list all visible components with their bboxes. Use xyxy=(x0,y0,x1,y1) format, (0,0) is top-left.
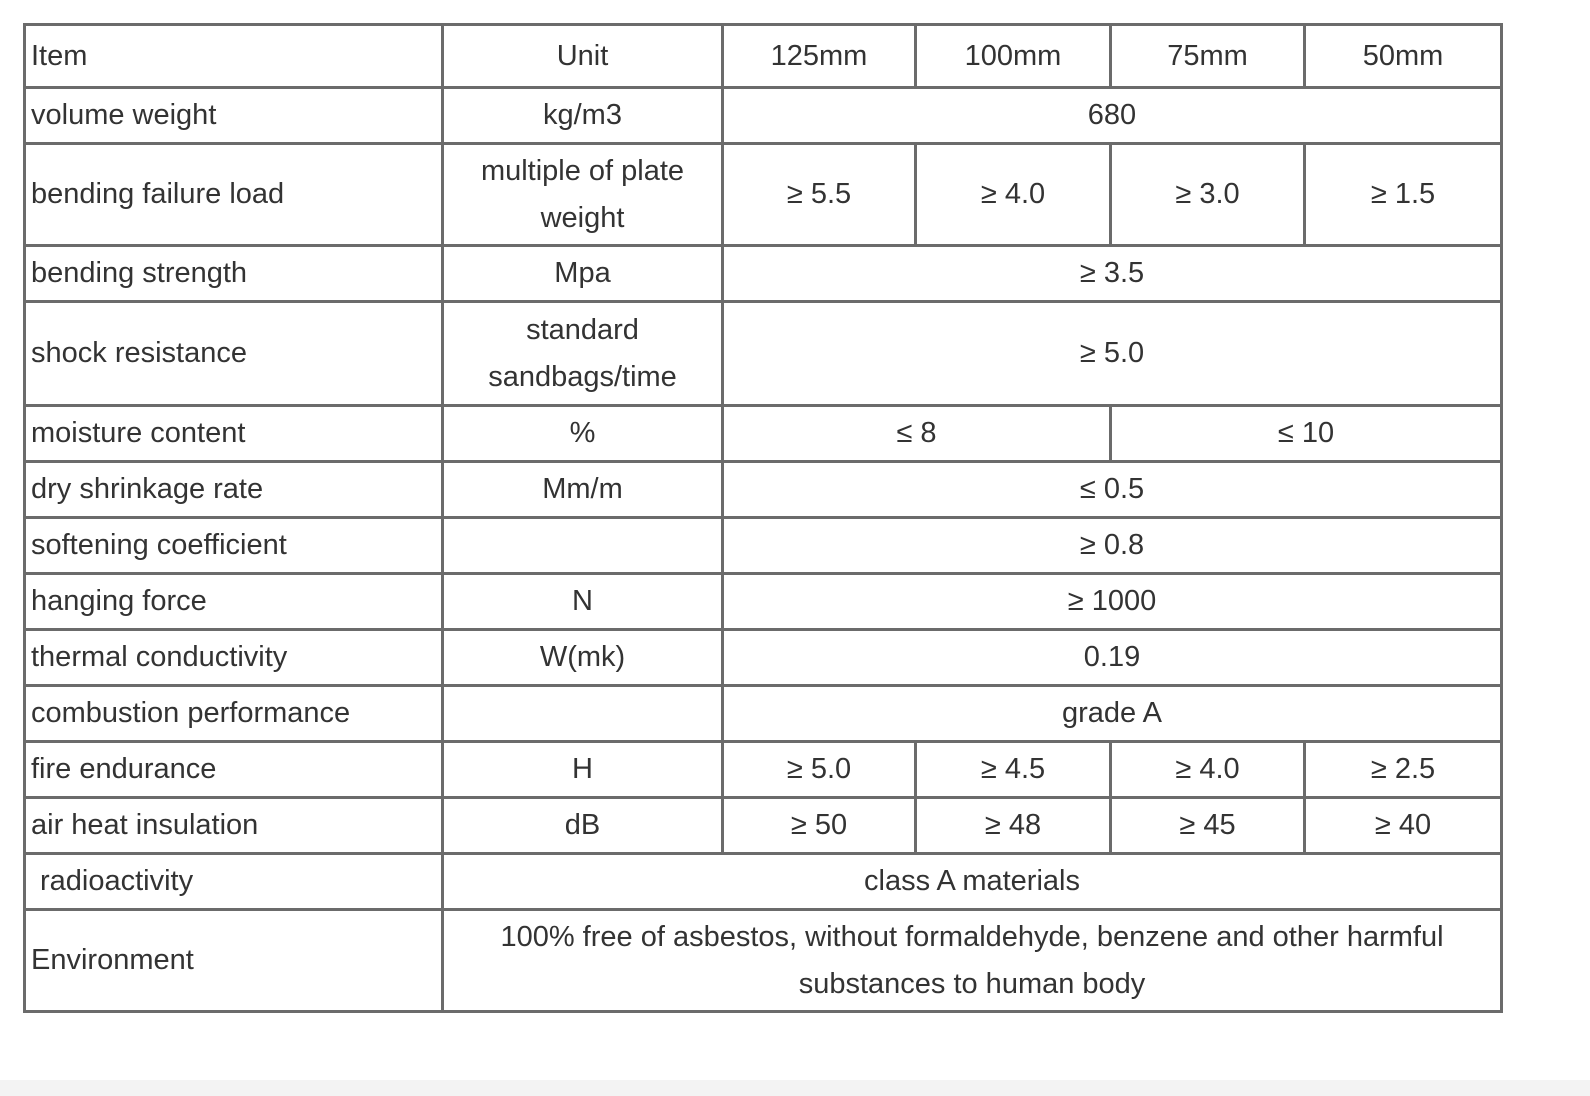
table-row xyxy=(25,798,1502,854)
table-row xyxy=(25,462,1502,518)
row-item: air heat insulation xyxy=(25,798,443,854)
row-unit: % xyxy=(443,406,723,462)
row-unit: N xyxy=(443,574,723,630)
table-row xyxy=(25,88,1502,144)
table-row xyxy=(25,630,1502,686)
row-unit: multiple of plate weight xyxy=(443,144,723,246)
row-value: class A materials xyxy=(443,854,1502,910)
row-value: ≥ 2.5 xyxy=(1305,742,1502,798)
row-unit: W(mk) xyxy=(443,630,723,686)
row-value: ≥ 50 xyxy=(723,798,916,854)
row-value: ≥ 3.0 xyxy=(1111,144,1305,246)
row-item: combustion performance xyxy=(25,686,443,742)
row-value: ≥ 5.0 xyxy=(723,742,916,798)
row-item: bending strength xyxy=(25,246,443,302)
row-item: hanging force xyxy=(25,574,443,630)
table-row xyxy=(25,144,1502,246)
row-value: ≥ 5.5 xyxy=(723,144,916,246)
row-value: ≤ 8 xyxy=(723,406,1111,462)
row-value: ≥ 40 xyxy=(1305,798,1502,854)
row-unit xyxy=(443,686,723,742)
row-unit: Mm/m xyxy=(443,462,723,518)
row-value: ≥ 45 xyxy=(1111,798,1305,854)
row-unit: dB xyxy=(443,798,723,854)
table-row xyxy=(25,406,1502,462)
table-row xyxy=(25,742,1502,798)
row-value: ≥ 4.0 xyxy=(916,144,1111,246)
row-value: ≥ 1.5 xyxy=(1305,144,1502,246)
table-row xyxy=(25,302,1502,406)
row-item: shock resistance xyxy=(25,302,443,406)
row-value: 100% free of asbestos, without formaldehyde, benzene and other harmful substances to human body xyxy=(443,910,1502,1012)
row-value: ≥ 48 xyxy=(916,798,1111,854)
row-item: bending failure load xyxy=(25,144,443,246)
row-value: ≥ 4.5 xyxy=(916,742,1111,798)
table-row xyxy=(25,246,1502,302)
header-size-50: 50mm xyxy=(1305,25,1502,88)
row-value: ≥ 3.5 xyxy=(723,246,1502,302)
row-item: Environment xyxy=(25,910,443,1012)
row-value: grade A xyxy=(723,686,1502,742)
row-value: ≤ 0.5 xyxy=(723,462,1502,518)
row-unit: kg/m3 xyxy=(443,88,723,144)
row-item: radioactivity xyxy=(25,854,443,910)
row-item: fire endurance xyxy=(25,742,443,798)
row-unit: standard sandbags/time xyxy=(443,302,723,406)
header-size-125: 125mm xyxy=(723,25,916,88)
row-unit xyxy=(443,518,723,574)
header-size-75: 75mm xyxy=(1111,25,1305,88)
row-unit: Mpa xyxy=(443,246,723,302)
row-item: dry shrinkage rate xyxy=(25,462,443,518)
row-unit: H xyxy=(443,742,723,798)
table-row xyxy=(25,518,1502,574)
spec-table xyxy=(23,23,1503,1013)
row-value: 0.19 xyxy=(723,630,1502,686)
row-value: ≥ 4.0 xyxy=(1111,742,1305,798)
row-value: ≤ 10 xyxy=(1111,406,1502,462)
row-value: ≥ 0.8 xyxy=(723,518,1502,574)
header-item: Item xyxy=(25,25,443,88)
header-unit: Unit xyxy=(443,25,723,88)
table-row xyxy=(25,686,1502,742)
row-value: ≥ 5.0 xyxy=(723,302,1502,406)
page-bottom-band xyxy=(0,1080,1590,1096)
table-row xyxy=(25,854,1502,910)
row-item: thermal conductivity xyxy=(25,630,443,686)
header-row xyxy=(25,25,1502,88)
row-item: moisture content xyxy=(25,406,443,462)
row-item: softening coefficient xyxy=(25,518,443,574)
row-item: volume weight xyxy=(25,88,443,144)
table-row xyxy=(25,574,1502,630)
row-value: 680 xyxy=(723,88,1502,144)
header-size-100: 100mm xyxy=(916,25,1111,88)
row-value: ≥ 1000 xyxy=(723,574,1502,630)
table-row xyxy=(25,910,1502,1012)
